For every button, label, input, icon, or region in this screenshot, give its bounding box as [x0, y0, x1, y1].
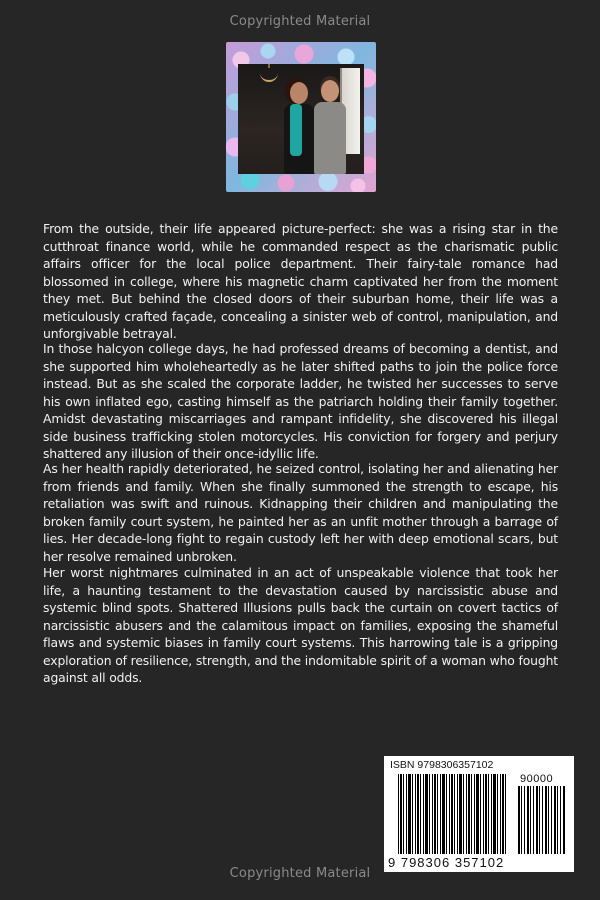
blurb-paragraph-3: As her health rapidly deteriorated, he seized control, isolating her and alienating her from friends and family. When she finally summoned the strength to escape, his retaliation was swift and ruinous. Kidnapping their children and manipulating the broken family court system, he painted her as an unfit mother through a barrage of lies. Her decade-long fight to regain custody left her with deep emotional scars, but her resolve remained unbroken. — [43, 461, 558, 564]
blurb-paragraph-2: In those halcyon college days, he had professed dreams of becoming a dentist, and she supported him wholeheartedly as he later shifted paths to join the police force instead. But as she scaled the corporate ladder, he twisted her successes to serve his own inflated ego, casting himself as the patriarch holding their family together. Amidst devastating miscarriages and rampant infidelity, she discovered his illegal side business trafficking stolen motorcycles. His conviction for forgery and perjury shattered any illusion of their once-idyllic life. — [43, 341, 558, 461]
author-photo — [226, 42, 376, 192]
woman-figure — [282, 82, 316, 174]
barcode-bars — [398, 774, 508, 854]
copyright-watermark-top: Copyrighted Material — [229, 14, 371, 29]
price-addon-number: 90000 — [520, 773, 554, 785]
blurb-paragraph-4: Her worst nightmares culminated in an act of unspeakable violence that took her life, a haunting testament to the devastation caused by narcissistic abuse and systemic blind spots. Shattered Illusions pulls back the curtain on covert tactics of narcissistic abusers and the calamitous impact on families, exposing the shameful flaws and systemic biases in family court systems. This harrowing tale is a gripping exploration of resilience, strength, and the indomitable spirit of a woman who fought against all odds. — [43, 565, 558, 685]
chandelier-graphic — [260, 66, 278, 82]
blurb-paragraph-1: From the outside, their life appeared picture-perfect: she was a rising star in the cutthroat finance world, while he commanded respect as the charismatic public affairs officer for the local police department. Their fairy-tale romance had blossomed in college, where his magnetic charm captivated her from the moment they met. But behind the closed doors of their suburban home, their life was a meticulously crafted façade, concealing a sinister web of control, manipulation, and unforgivable betrayal. — [43, 221, 558, 341]
isbn-label: ISBN 9798306357102 — [390, 759, 494, 771]
photo-scene — [238, 64, 364, 174]
addon-barcode-bars — [518, 786, 566, 854]
barcode-digits: 9 798306 357102 — [388, 855, 505, 870]
isbn-barcode — [384, 756, 574, 872]
man-figure — [312, 80, 348, 174]
copyright-watermark-bottom: Copyrighted Material — [229, 866, 371, 881]
